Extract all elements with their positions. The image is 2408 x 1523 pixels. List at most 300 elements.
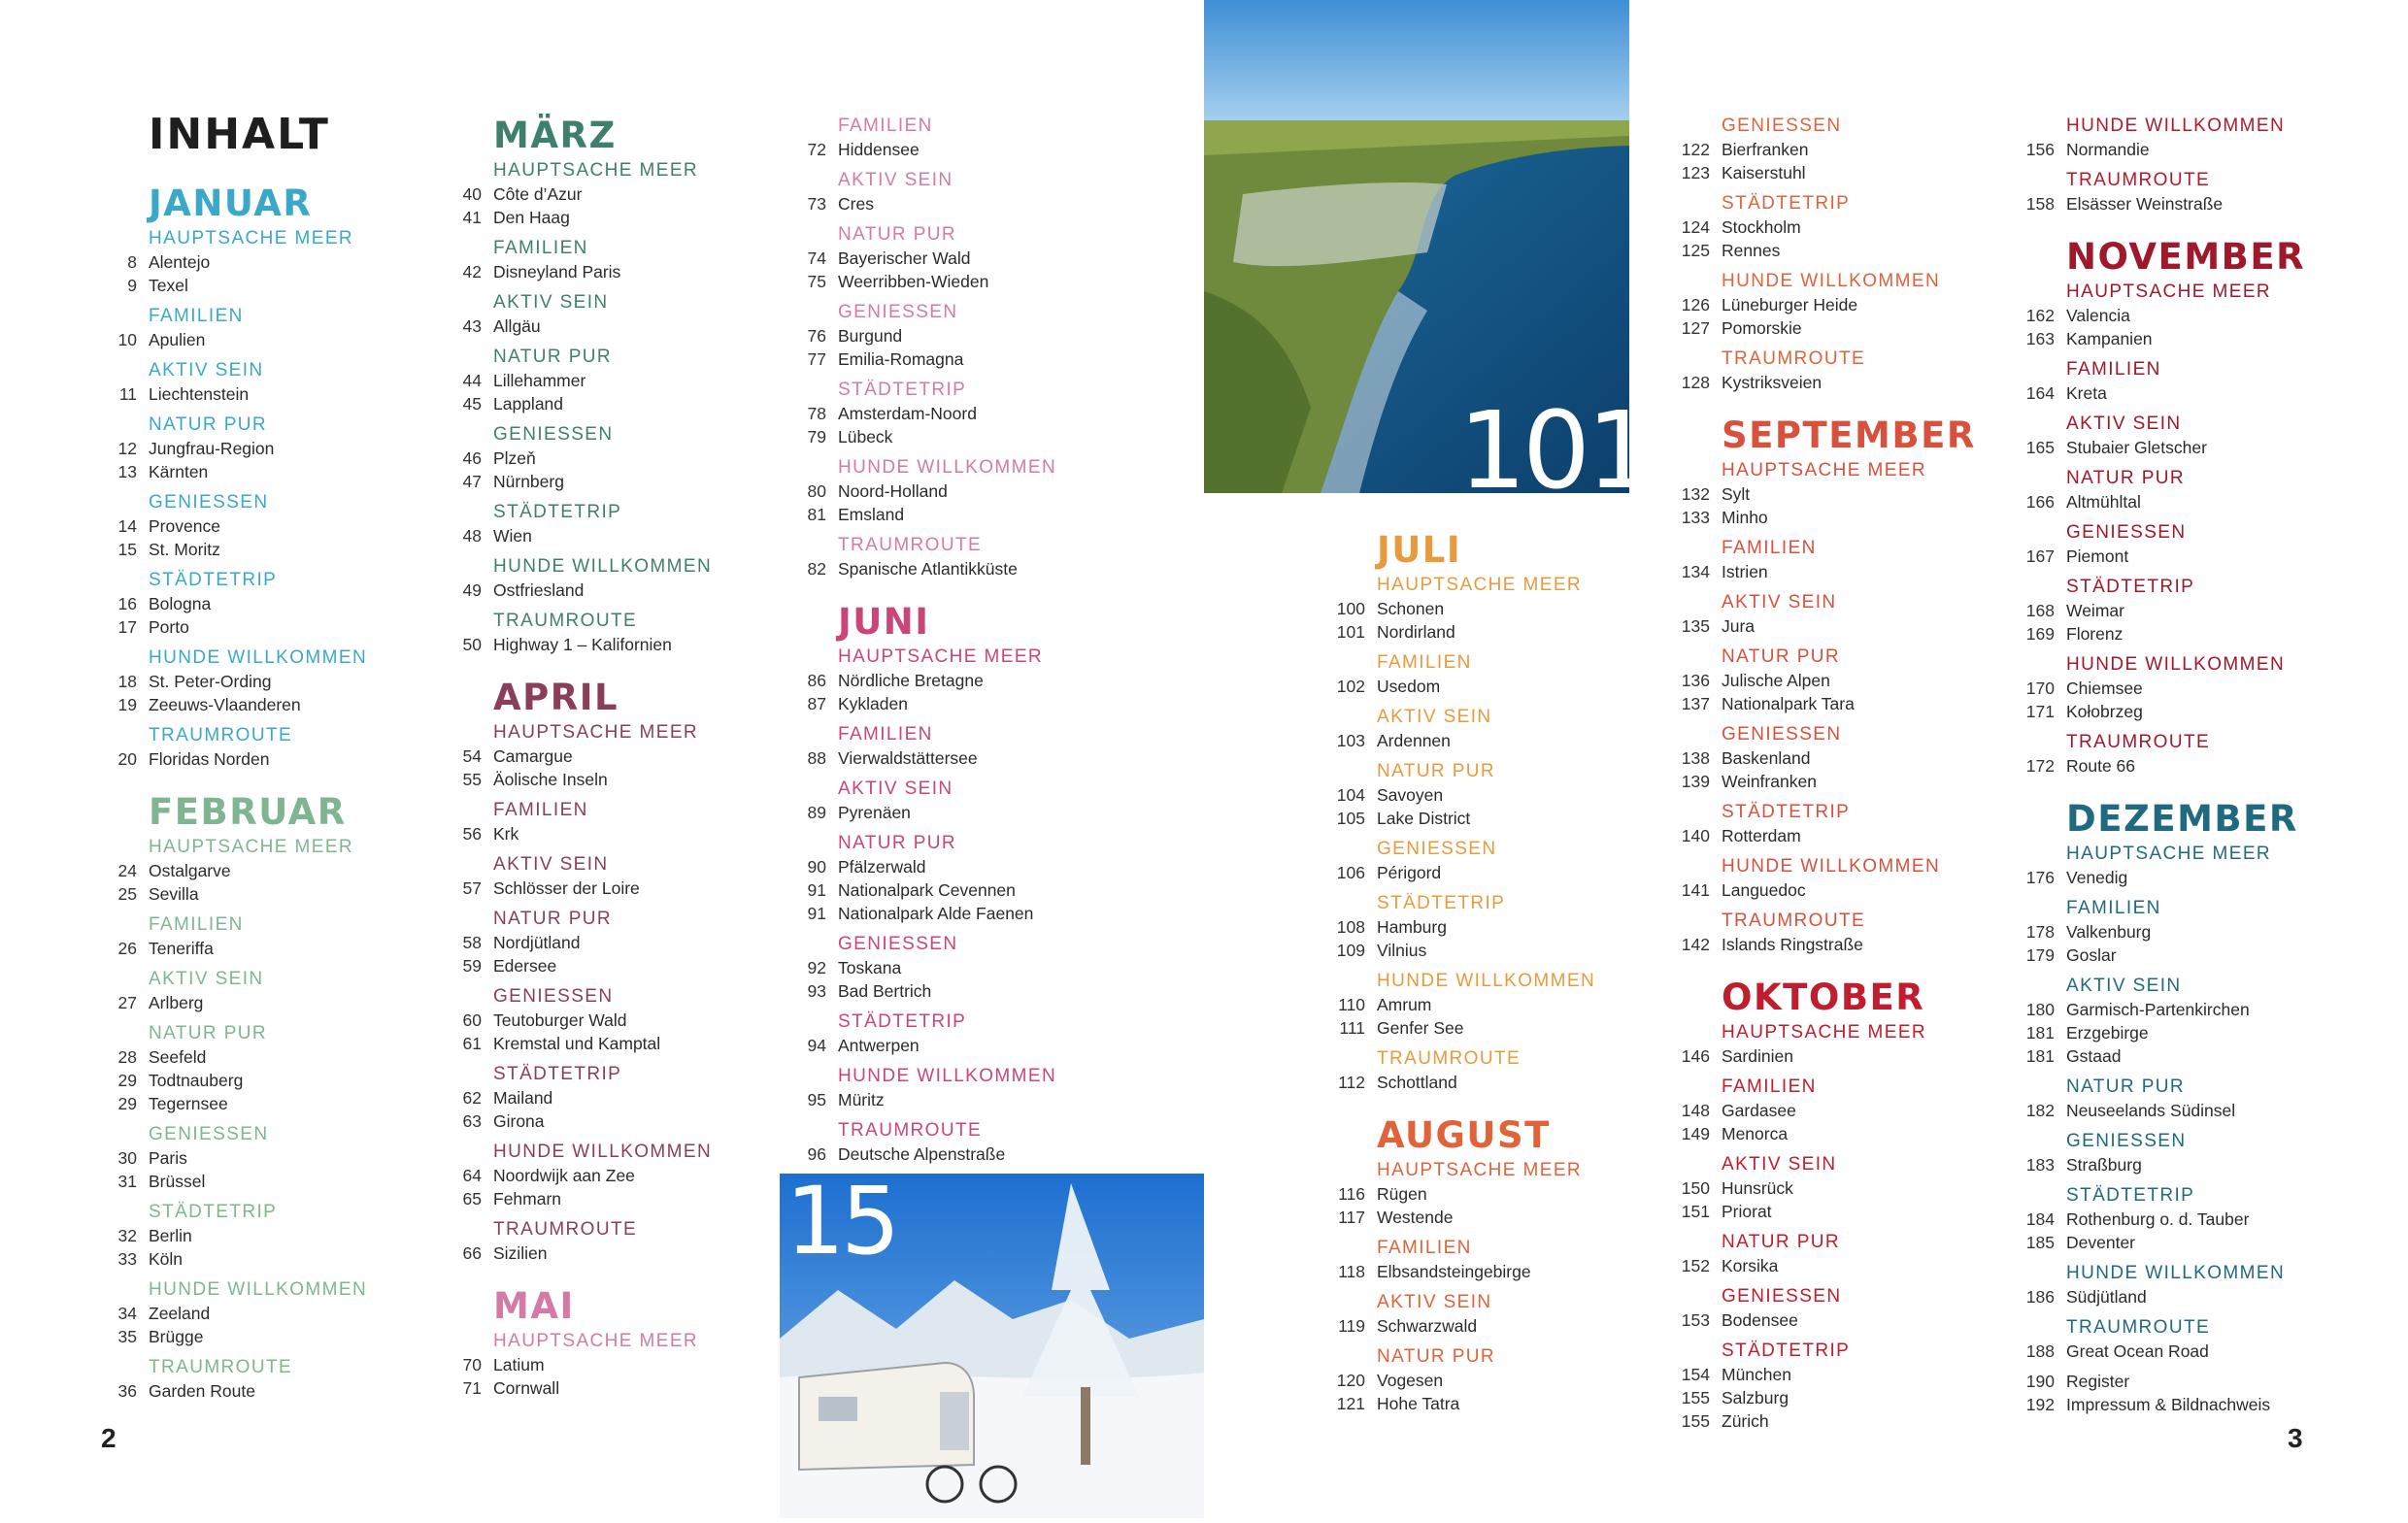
toc-entry[interactable] xyxy=(462,877,712,900)
destination-name: Straßburg xyxy=(2066,1155,2142,1175)
month-heading: NOVEMBER xyxy=(2066,236,2306,278)
snow-photo xyxy=(780,1167,1204,1518)
toc-entry[interactable] xyxy=(127,250,367,274)
toc-entry[interactable] xyxy=(1681,560,1976,583)
category-section xyxy=(117,646,368,716)
toc-entry[interactable] xyxy=(2025,1393,2305,1416)
category-section xyxy=(118,358,367,406)
toc-entry[interactable] xyxy=(117,670,367,693)
toc-entry[interactable] xyxy=(2025,1153,2305,1176)
toc-entry[interactable] xyxy=(807,1142,1056,1166)
toc-column-6 xyxy=(2025,114,2306,1436)
destination-name: Fehmarn xyxy=(493,1189,562,1208)
toc-entry[interactable] xyxy=(117,615,367,639)
toc-entry[interactable] xyxy=(2025,1285,2305,1308)
toc-entry[interactable] xyxy=(1338,1182,1595,1206)
page-number: 40 xyxy=(462,184,482,204)
toc-entry[interactable] xyxy=(1681,506,1976,529)
category-section xyxy=(1681,536,1976,583)
page-number: 133 xyxy=(1681,508,1710,527)
toc-entry[interactable] xyxy=(1338,993,1595,1016)
destination-name: Altmühltal xyxy=(2066,492,2141,512)
page-number: 78 xyxy=(807,404,826,423)
toc-entry[interactable] xyxy=(1681,1176,1976,1200)
toc-entry[interactable] xyxy=(1681,293,1976,316)
page-number: 100 xyxy=(1336,599,1365,618)
toc-entry[interactable] xyxy=(1336,939,1595,962)
toc-entry[interactable] xyxy=(1681,1044,1976,1068)
toc-entry[interactable] xyxy=(462,768,712,791)
destination-name: Kreta xyxy=(2066,383,2107,403)
toc-entry[interactable] xyxy=(1681,614,1976,638)
category-label: FAMILIEN xyxy=(493,238,588,258)
toc-entry[interactable] xyxy=(462,745,712,768)
page-number: 56 xyxy=(462,824,482,844)
category-label: GENIESSEN xyxy=(2066,1131,2187,1151)
toc-entry[interactable] xyxy=(807,746,1056,770)
toc-entry[interactable] xyxy=(462,1187,712,1210)
toc-entry[interactable] xyxy=(1681,1308,1976,1332)
category-label: HUNDE WILLKOMMEN xyxy=(2066,654,2286,675)
toc-entry[interactable] xyxy=(462,315,712,338)
page-number: 34 xyxy=(117,1304,137,1323)
page-number: 91 xyxy=(807,904,826,923)
category-label: FAMILIEN xyxy=(493,800,588,820)
toc-entry[interactable] xyxy=(462,954,712,977)
page-number: 181 xyxy=(2025,1023,2055,1043)
toc-entry[interactable] xyxy=(1681,1200,1976,1223)
toc-entry[interactable] xyxy=(117,1170,367,1193)
month-block xyxy=(462,676,713,1265)
toc-entry[interactable] xyxy=(117,328,367,351)
page-number: 180 xyxy=(2025,1000,2055,1019)
toc-entry[interactable] xyxy=(2025,490,2305,513)
toc-entry[interactable] xyxy=(2025,1044,2305,1068)
toc-entry[interactable] xyxy=(2025,436,2305,459)
toc-entry[interactable] xyxy=(1681,824,1976,847)
category-section xyxy=(117,723,367,771)
toc-entry[interactable] xyxy=(1681,239,1976,262)
toc-entry[interactable] xyxy=(807,979,1056,1003)
category-label: AKTIV SEIN xyxy=(2066,414,2182,434)
toc-entry[interactable] xyxy=(1336,861,1595,884)
category-section xyxy=(462,236,712,283)
toc-entry[interactable] xyxy=(2025,944,2305,967)
page-number: 164 xyxy=(2025,383,2055,403)
page-number: 82 xyxy=(807,559,826,579)
toc-entry[interactable] xyxy=(807,669,1056,692)
toc-entry[interactable] xyxy=(1681,316,1976,340)
category-label: HUNDE WILLKOMMEN xyxy=(2066,1263,2286,1283)
page-number: 87 xyxy=(807,694,826,713)
category-section xyxy=(462,1140,713,1210)
page-number: 163 xyxy=(2025,329,2055,348)
category-section xyxy=(807,777,1056,824)
category-section xyxy=(462,720,712,791)
toc-entry[interactable] xyxy=(2025,622,2305,646)
toc-entry[interactable] xyxy=(1336,783,1595,807)
page-number: 134 xyxy=(1681,562,1710,581)
toc-entry[interactable] xyxy=(807,138,1056,161)
toc-entry[interactable] xyxy=(1681,669,1976,692)
page-number: 90 xyxy=(807,857,826,877)
toc-entry[interactable] xyxy=(462,369,712,392)
category-label: HUNDE WILLKOMMEN xyxy=(2066,116,2286,136)
toc-entry[interactable] xyxy=(1681,482,1976,506)
toc-entry[interactable] xyxy=(1339,1016,1595,1040)
destination-name: Gstaad xyxy=(2066,1046,2122,1066)
toc-entry[interactable] xyxy=(807,425,1056,448)
category-label: NATUR PUR xyxy=(149,1023,268,1043)
category-label: NATUR PUR xyxy=(149,414,268,435)
toc-entry[interactable] xyxy=(117,460,367,483)
toc-entry[interactable] xyxy=(807,855,1056,878)
destination-name: Müritz xyxy=(838,1090,885,1109)
toc-entry[interactable] xyxy=(1338,1314,1595,1338)
destination-name: Ostfriesland xyxy=(493,580,585,600)
toc-entry[interactable] xyxy=(807,692,1056,715)
toc-entry[interactable] xyxy=(807,503,1056,526)
page-number: 178 xyxy=(2025,922,2055,942)
page-number: 166 xyxy=(2025,492,2055,512)
page-number: 155 xyxy=(1681,1411,1710,1431)
toc-entry[interactable] xyxy=(1681,215,1976,239)
page-number: 15 xyxy=(117,540,137,559)
category-label: NATUR PUR xyxy=(1377,761,1496,781)
page-number: 94 xyxy=(807,1036,826,1055)
destination-name: Westende xyxy=(1377,1208,1454,1227)
destination-name: St. Peter-Ording xyxy=(149,672,272,691)
toc-entry[interactable] xyxy=(807,902,1056,925)
category-section xyxy=(807,1118,1056,1166)
toc-entry[interactable] xyxy=(462,447,712,470)
page-number: 186 xyxy=(2025,1287,2055,1307)
category-section xyxy=(117,1355,367,1403)
toc-entry[interactable] xyxy=(117,1146,367,1170)
toc-entry[interactable] xyxy=(2025,327,2305,350)
toc-entry[interactable] xyxy=(1681,1254,1976,1277)
toc-entry[interactable] xyxy=(2025,381,2305,405)
page-number: 141 xyxy=(1681,880,1710,900)
page-number: 184 xyxy=(2025,1209,2055,1229)
toc-entry[interactable] xyxy=(462,633,712,656)
page-number: 188 xyxy=(2025,1341,2055,1361)
page-number: 79 xyxy=(807,427,826,447)
month-heading: JULI xyxy=(1377,529,1462,571)
destination-name: Jungfrau-Region xyxy=(149,439,275,458)
toc-entry[interactable] xyxy=(807,348,1056,371)
destination-name: Elsässer Weinstraße xyxy=(2066,194,2224,214)
toc-entry[interactable] xyxy=(1336,1392,1595,1415)
destination-name: Genfer See xyxy=(1377,1018,1464,1038)
page-number: 116 xyxy=(1338,1184,1365,1204)
toc-entry[interactable] xyxy=(2025,754,2305,778)
toc-entry[interactable] xyxy=(1681,138,1976,161)
toc-entry[interactable] xyxy=(117,747,367,771)
destination-name: München xyxy=(1722,1365,1791,1384)
toc-entry[interactable] xyxy=(1681,746,1976,770)
toc-entry[interactable] xyxy=(462,822,712,845)
category-label: GENIESSEN xyxy=(1722,724,1842,745)
toc-entry[interactable] xyxy=(807,878,1056,902)
toc-entry[interactable] xyxy=(462,931,712,954)
toc-entry[interactable] xyxy=(462,1164,712,1187)
page-number: 136 xyxy=(1681,671,1710,690)
toc-entry[interactable] xyxy=(117,1224,367,1247)
toc-entry[interactable] xyxy=(2025,192,2305,215)
toc-entry[interactable] xyxy=(117,859,367,882)
toc-column-5 xyxy=(1681,114,1976,1452)
toc-entry[interactable] xyxy=(2025,677,2305,700)
toc-entry[interactable] xyxy=(462,1353,712,1376)
category-section xyxy=(1681,722,1976,793)
page-number: 30 xyxy=(117,1148,137,1168)
toc-entry[interactable] xyxy=(117,693,367,716)
toc-entry[interactable] xyxy=(807,557,1056,580)
category-label: GENIESSEN xyxy=(1377,839,1497,859)
category-label: FAMILIEN xyxy=(2066,898,2161,918)
category-label: GENIESSEN xyxy=(1722,116,1842,136)
destination-name: Rotterdam xyxy=(1722,826,1801,845)
destination-name: Bologna xyxy=(149,594,212,613)
destination-name: Cres xyxy=(838,194,874,214)
category-section xyxy=(117,1021,367,1115)
toc-entry[interactable] xyxy=(2025,866,2305,889)
category-label: HAUPTSACHE MEER xyxy=(1722,1022,1927,1043)
category-label: AKTIV SEIN xyxy=(1377,707,1492,727)
destination-name: Kremstal und Kamptal xyxy=(493,1034,661,1053)
toc-entry[interactable] xyxy=(117,1325,367,1348)
category-section xyxy=(117,568,367,639)
toc-entry[interactable] xyxy=(807,402,1056,425)
page-number: 70 xyxy=(462,1355,482,1374)
toc-entry[interactable] xyxy=(117,1045,367,1069)
toc-entry[interactable] xyxy=(1336,620,1595,644)
toc-entry[interactable] xyxy=(1681,770,1976,793)
toc-entry[interactable] xyxy=(462,1109,712,1133)
toc-entry[interactable] xyxy=(1336,807,1595,830)
toc-entry[interactable] xyxy=(1681,933,1976,956)
page-number: 63 xyxy=(462,1111,482,1131)
page-number: 103 xyxy=(1336,731,1365,750)
toc-entry[interactable] xyxy=(117,538,367,561)
category-section xyxy=(807,645,1056,715)
destination-name: Spanische Atlantikküste xyxy=(838,559,1018,579)
toc-entry[interactable] xyxy=(462,182,712,206)
destination-name: Noord-Holland xyxy=(838,481,948,501)
category-section xyxy=(2025,896,2305,967)
toc-entry[interactable] xyxy=(1338,1260,1595,1283)
page-number: 74 xyxy=(807,248,826,268)
toc-entry[interactable] xyxy=(1336,1369,1595,1392)
page-number: 43 xyxy=(462,316,482,336)
toc-entry[interactable] xyxy=(807,1034,1056,1057)
toc-entry[interactable] xyxy=(2025,1021,2305,1044)
toc-entry[interactable] xyxy=(1336,675,1595,698)
toc-entry[interactable] xyxy=(2025,1231,2305,1254)
category-label: TRAUMROUTE xyxy=(149,725,293,745)
category-label: HAUPTSACHE MEER xyxy=(1377,1160,1583,1180)
category-section xyxy=(1681,458,1976,529)
toc-entry[interactable] xyxy=(2025,304,2305,327)
toc-entry[interactable] xyxy=(807,1088,1056,1111)
toc-entry[interactable] xyxy=(2025,1208,2305,1231)
toc-entry[interactable] xyxy=(1336,915,1595,939)
page-number: 104 xyxy=(1336,785,1365,805)
toc-entry[interactable] xyxy=(117,882,367,906)
toc-entry[interactable] xyxy=(2025,1099,2305,1122)
category-section xyxy=(807,168,1056,215)
month-block xyxy=(117,790,368,1403)
page-number: 33 xyxy=(117,1249,137,1269)
month-block xyxy=(462,1284,712,1400)
destination-name: Bayerischer Wald xyxy=(838,248,971,268)
page-number: 73 xyxy=(807,194,826,214)
page-number: 110 xyxy=(1338,995,1365,1014)
toc-entry[interactable] xyxy=(127,274,367,297)
category-label: TRAUMROUTE xyxy=(2066,732,2211,752)
page-number: 80 xyxy=(807,481,826,501)
toc-entry[interactable] xyxy=(2025,1340,2305,1363)
destination-name: Baskenland xyxy=(1722,748,1811,768)
page-number: 31 xyxy=(117,1172,137,1191)
toc-entry[interactable] xyxy=(807,247,1056,270)
month-block xyxy=(462,114,713,656)
destination-name: Stockholm xyxy=(1722,217,1801,237)
destination-name: Côte d’Azur xyxy=(493,184,583,204)
toc-entry[interactable] xyxy=(807,956,1056,979)
toc-entry[interactable] xyxy=(1681,1122,1976,1145)
page-number: 128 xyxy=(1681,373,1710,392)
category-label: TRAUMROUTE xyxy=(838,1120,983,1141)
destination-name: Minho xyxy=(1722,508,1768,527)
page-number: 125 xyxy=(1681,241,1710,260)
toc-entry[interactable] xyxy=(462,524,712,547)
month-block xyxy=(1336,1113,1595,1415)
destination-name: Elbsandsteingebirge xyxy=(1377,1262,1531,1281)
toc-entry[interactable] xyxy=(462,1009,712,1032)
toc-entry[interactable] xyxy=(117,991,367,1014)
destination-name: Ostalgarve xyxy=(149,861,231,880)
category-section xyxy=(807,1010,1056,1057)
toc-entry[interactable] xyxy=(1681,371,1976,394)
toc-entry[interactable] xyxy=(1336,729,1595,752)
category-label: AKTIV SEIN xyxy=(493,292,609,313)
toc-entry[interactable] xyxy=(1681,692,1976,715)
page-number: 58 xyxy=(462,933,482,952)
toc-entry[interactable] xyxy=(462,1376,712,1400)
toc-entry[interactable] xyxy=(462,392,712,415)
toc-entry[interactable] xyxy=(1681,1386,1976,1409)
toc-entry[interactable] xyxy=(462,579,712,602)
toc-entry[interactable] xyxy=(2025,1370,2305,1393)
toc-entry[interactable] xyxy=(117,1247,367,1271)
toc-entry[interactable] xyxy=(462,470,712,493)
destination-name: Amrum xyxy=(1377,995,1432,1014)
page-number: 146 xyxy=(1681,1046,1710,1066)
category-section xyxy=(462,422,712,493)
toc-entry[interactable] xyxy=(117,1302,367,1325)
page-number: 36 xyxy=(117,1381,137,1401)
toc-entry[interactable] xyxy=(117,592,367,615)
toc-entry[interactable] xyxy=(807,801,1056,824)
toc-entry[interactable] xyxy=(462,1242,712,1265)
category-section xyxy=(2025,842,2305,889)
page-number: 29 xyxy=(117,1071,137,1090)
toc-entry[interactable] xyxy=(462,260,712,283)
toc-entry[interactable] xyxy=(117,1069,367,1092)
toc-entry[interactable] xyxy=(2025,998,2305,1021)
toc-entry[interactable] xyxy=(462,206,712,229)
destination-name: Goslar xyxy=(2066,945,2117,965)
page-number: 172 xyxy=(2025,756,2055,776)
category-section xyxy=(462,984,712,1055)
toc-entry[interactable] xyxy=(117,1379,367,1403)
toc-entry[interactable] xyxy=(2025,700,2305,723)
toc-entry[interactable] xyxy=(1338,1071,1595,1094)
toc-entry[interactable] xyxy=(807,480,1056,503)
toc-entry[interactable] xyxy=(462,1032,712,1055)
destination-name: Wien xyxy=(493,526,532,546)
category-section xyxy=(117,1122,367,1193)
category-label: GENIESSEN xyxy=(1722,1286,1842,1307)
toc-column-2 xyxy=(462,114,713,1419)
toc-entry[interactable] xyxy=(2025,545,2305,568)
toc-entry[interactable] xyxy=(117,937,367,960)
toc-entry[interactable] xyxy=(117,1092,367,1115)
category-section xyxy=(807,1064,1057,1111)
toc-entry[interactable] xyxy=(807,192,1056,215)
toc-entry[interactable] xyxy=(807,324,1056,348)
destination-name: Provence xyxy=(149,516,220,536)
destination-name: Schonen xyxy=(1377,599,1445,618)
category-section xyxy=(2025,412,2305,459)
page-number: 71 xyxy=(462,1378,482,1398)
toc-entry[interactable] xyxy=(117,437,367,460)
page-number: 66 xyxy=(462,1243,482,1263)
toc-entry[interactable] xyxy=(118,382,367,406)
toc-entry[interactable] xyxy=(462,1086,712,1109)
toc-entry[interactable] xyxy=(1681,161,1976,184)
category-section xyxy=(462,554,713,602)
category-section xyxy=(1681,347,1976,394)
destination-name: Venedig xyxy=(2066,868,2128,887)
category-label: TRAUMROUTE xyxy=(1377,1048,1522,1069)
page-number: 14 xyxy=(117,516,137,536)
category-label: HAUPTSACHE MEER xyxy=(149,228,354,248)
toc-entry[interactable] xyxy=(1336,597,1595,620)
toc-entry[interactable] xyxy=(1681,1099,1976,1122)
toc-entry[interactable] xyxy=(1338,1206,1595,1229)
toc-entry[interactable] xyxy=(2025,138,2305,161)
toc-entry[interactable] xyxy=(2025,599,2305,622)
page-number: 148 xyxy=(1681,1101,1710,1120)
page-number: 139 xyxy=(1681,772,1710,791)
toc-entry[interactable] xyxy=(1681,878,1976,902)
destination-name: Deutsche Alpenstraße xyxy=(838,1144,1006,1164)
toc-entry[interactable] xyxy=(2025,920,2305,944)
destination-name: Lübeck xyxy=(838,427,893,447)
toc-entry[interactable] xyxy=(807,270,1056,293)
month-heading: AUGUST xyxy=(1377,1114,1551,1156)
destination-name: Porto xyxy=(149,617,189,637)
toc-entry[interactable] xyxy=(117,514,367,538)
toc-entry[interactable] xyxy=(1681,1363,1976,1386)
destination-name: Teneriffa xyxy=(149,939,214,958)
toc-entry[interactable] xyxy=(1681,1409,1976,1433)
page-number: 57 xyxy=(462,878,482,898)
category-section xyxy=(1681,1339,1976,1433)
